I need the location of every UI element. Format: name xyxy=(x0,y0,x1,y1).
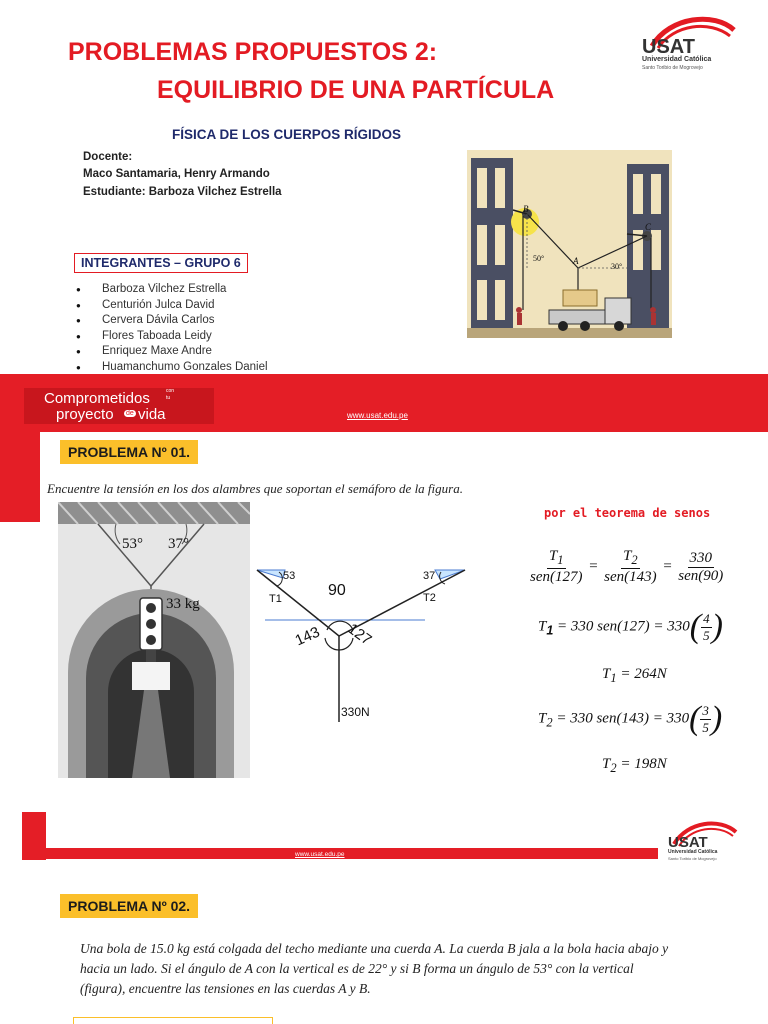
fbd-angle-53: 53 xyxy=(283,570,296,582)
usat-logo-small xyxy=(666,818,746,863)
usat-logo xyxy=(640,12,750,72)
yellow-box-partial xyxy=(73,1017,273,1024)
members-list xyxy=(74,282,268,375)
brand-slogan xyxy=(24,388,214,424)
traffic-mass: 33 kg xyxy=(166,596,200,612)
equation-2: $T_1 = 330$ sen(127) = 330( $\frac{4}{5}$ ) xyxy=(538,608,723,645)
fbd-weight: 330N xyxy=(341,705,370,719)
fbd-angle-143: 143 xyxy=(292,623,323,650)
slogan-small1: con xyxy=(166,388,175,394)
label-a: A xyxy=(573,256,579,266)
equation-4: $T_2 = 330$ sen(143) = 330( $\frac{3}{5}$ ) xyxy=(538,700,723,737)
slide-title-line1: PROBLEMAS PROPUESTOS 2: xyxy=(68,38,438,66)
problem1-badge: PROBLEMA Nº 01. xyxy=(60,440,198,464)
list-item: ● Centurión Julca David xyxy=(74,298,268,314)
equation-3: $T_1 = 264N$ xyxy=(602,666,667,685)
slide2-red-tail xyxy=(22,812,46,860)
usat-line1-small: Universidad Católica xyxy=(668,849,718,855)
slogan-de: de xyxy=(126,410,134,417)
list-item: ● Huamanchumo Gonzales Daniel xyxy=(74,360,268,376)
usat-website-link[interactable]: www.usat.edu.pe xyxy=(347,411,408,420)
subject-title: FÍSICA DE LOS CUERPOS RÍGIDOS xyxy=(172,127,402,142)
traffic-angle-53: 53° xyxy=(122,536,143,552)
list-item: ● Flores Taboada Leidy xyxy=(74,329,268,345)
problem1-statement: Encuentre la tensión en los dos alambres que soportan el semáforo de la figura. xyxy=(47,481,463,496)
list-item: ● Enriquez Maxe Andre xyxy=(74,344,268,360)
free-body-diagram xyxy=(255,560,470,730)
slogan-word1: Comprometidos xyxy=(44,390,150,407)
slide2-website-link[interactable]: www.usat.edu.pe xyxy=(295,851,345,858)
traffic-angle-37: 37° xyxy=(168,536,189,552)
fbd-angle-90: 90 xyxy=(328,582,346,599)
usat-line2-small: Santo Toribio de Mogrovejo xyxy=(668,856,717,861)
fbd-t1: T1 xyxy=(269,593,282,605)
label-angle-50: 50° xyxy=(533,254,545,263)
slide-title-line2: EQUILIBRIO DE UNA PARTÍCULA xyxy=(157,76,555,104)
student-name: Estudiante: Barboza Vilchez Estrella xyxy=(83,186,282,198)
fbd-angle-127: 127 xyxy=(344,620,375,649)
problem2-badge: PROBLEMA Nº 02. xyxy=(60,894,198,918)
fbd-angle-37: 37 xyxy=(423,570,436,582)
list-item: ● Barboza Vilchez Estrella xyxy=(74,282,268,298)
docente-name: Maco Santamaria, Henry Armando xyxy=(83,168,270,180)
fbd-t2: T2 xyxy=(423,592,436,604)
label-b: B xyxy=(523,204,529,214)
label-angle-30: 30° xyxy=(611,262,623,271)
problem2-statement: Una bola de 15.0 kg está colgada del techo mediante una cuerda A. La cuerda B jala a la bola hacia abajo y hacia un lado. Si el ángulo de A con la vertical es de 22° y si B forma un ángulo de 53° con la vertical (figura), encuentre las tensiones en las cuerdas A y B. xyxy=(80,941,669,996)
usat-line2: Santo Toribio de Mogrovejo xyxy=(642,65,703,71)
slogan-word2: proyecto xyxy=(56,406,114,423)
usat-brand-small: USAT xyxy=(668,834,708,851)
figure-buildings-truck xyxy=(467,150,672,338)
group-title: INTEGRANTES – GRUPO 6 xyxy=(74,253,248,273)
method-label: por el teorema de senos xyxy=(544,506,711,520)
label-c: C xyxy=(645,222,652,232)
figure-traffic-light xyxy=(58,502,250,778)
docente-label: Docente: xyxy=(83,151,133,163)
red-banner-tail xyxy=(0,430,40,522)
list-item: ● Cervera Dávila Carlos xyxy=(74,313,268,329)
equation-1: $\frac{T_1}{\text{sen(127)}}$ = $\frac{T_2}{\text{sen(143)}}$ = $\frac{330}{\text{sen(90)}}$ xyxy=(530,548,724,585)
slogan-small2: tu xyxy=(166,395,171,401)
usat-line1: Universidad Católica xyxy=(642,56,712,63)
slogan-word3: vida xyxy=(138,406,166,423)
usat-brand: USAT xyxy=(642,36,695,58)
equation-5: $T_2 = 198N$ xyxy=(602,756,667,775)
